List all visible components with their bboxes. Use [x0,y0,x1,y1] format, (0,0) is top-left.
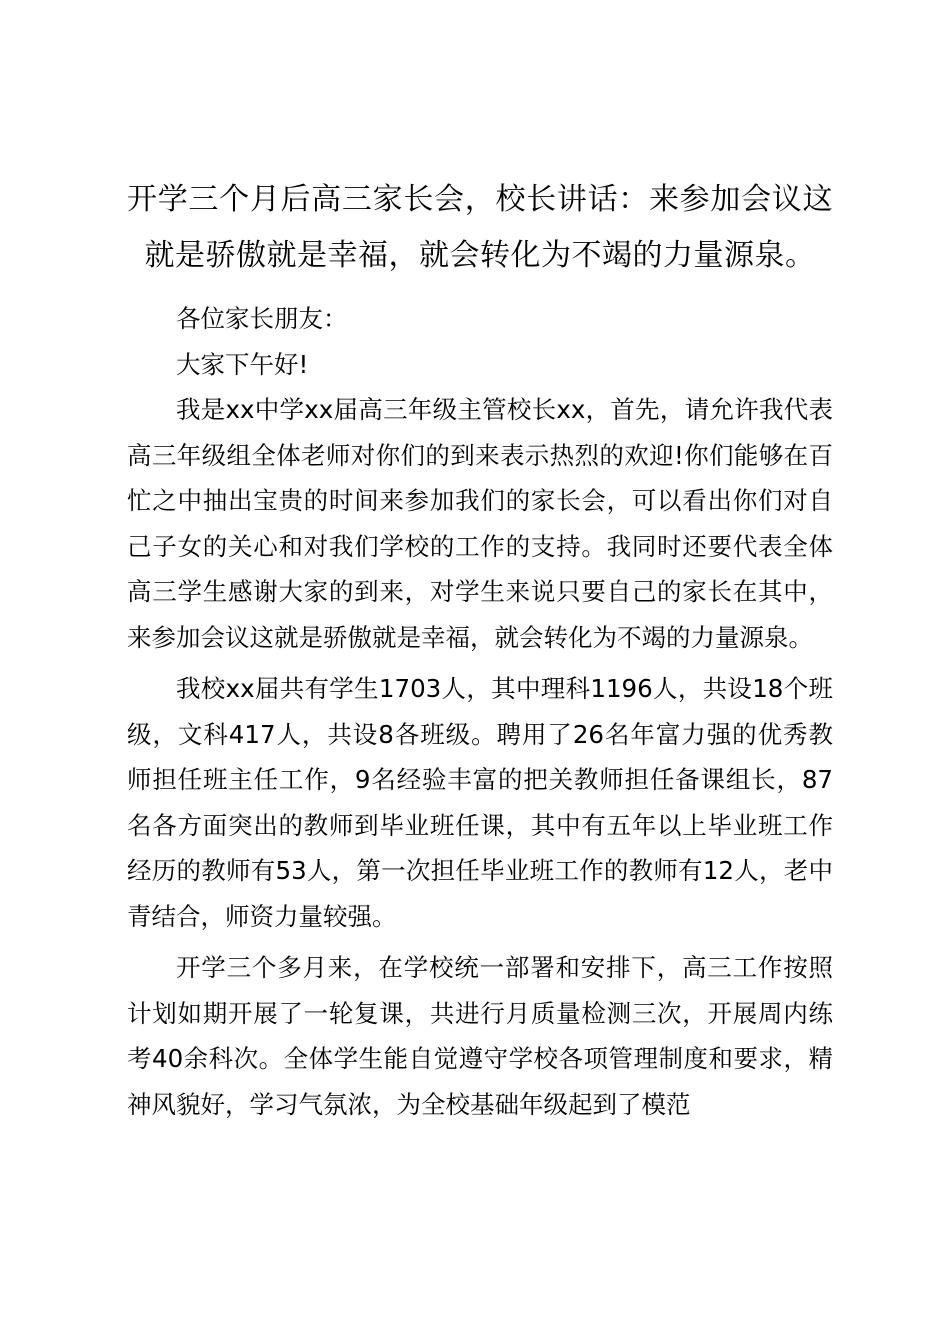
body-paragraph-2: 我校xx届共有学生1703人，其中理科1196人，共设18个班级，文科417人，共设8各班级。聘用了26名年富力强的优秀教师担任班主任工作，9名经验丰富的把关教师担任备课组长，87名各方面突出的教师到毕业班任课，其中有五年以上毕业班工作经历的教师有53人，第一次担任毕业班工作的教师有12人，老中青结合，师资力量较强。 [127,674,833,931]
body-paragraph-3: 开学三个多月来，在学校统一部署和安排下，高三工作按照计划如期开展了一轮复课，共进行月质量检测三次，开展周内练考40余科次。全体学生能自觉遵守学校各项管理制度和要求，精神风貌好，学习气氛浓，为全校基础年级起到了模范 [127,953,833,1119]
salutation: 各位家长朋友： [176,304,348,333]
document-title: 开学三个月后高三家长会，校长讲话：来参加会议这就是骄傲就是幸福，就会转化为不竭的力量源泉。 [127,182,833,273]
greeting-line: 大家下午好! [176,349,309,379]
body-paragraph-1: 我是xx中学xx届高三年级主管校长xx，首先，请允许我代表高三年级组全体老师对你们的到来表示热烈的欢迎!你们能够在百忙之中抽出宝贵的时间来参加我们的家长会，可以看出你们对自己子女的关心和对我们学校的工作的支持。我同时还要代表全体高三学生感谢大家的到来，对学生来说只要自己的家长在其中，来参加会议这就是骄傲就是幸福，就会转化为不竭的力量源泉。 [127,395,833,652]
document-page [127,172,833,1127]
